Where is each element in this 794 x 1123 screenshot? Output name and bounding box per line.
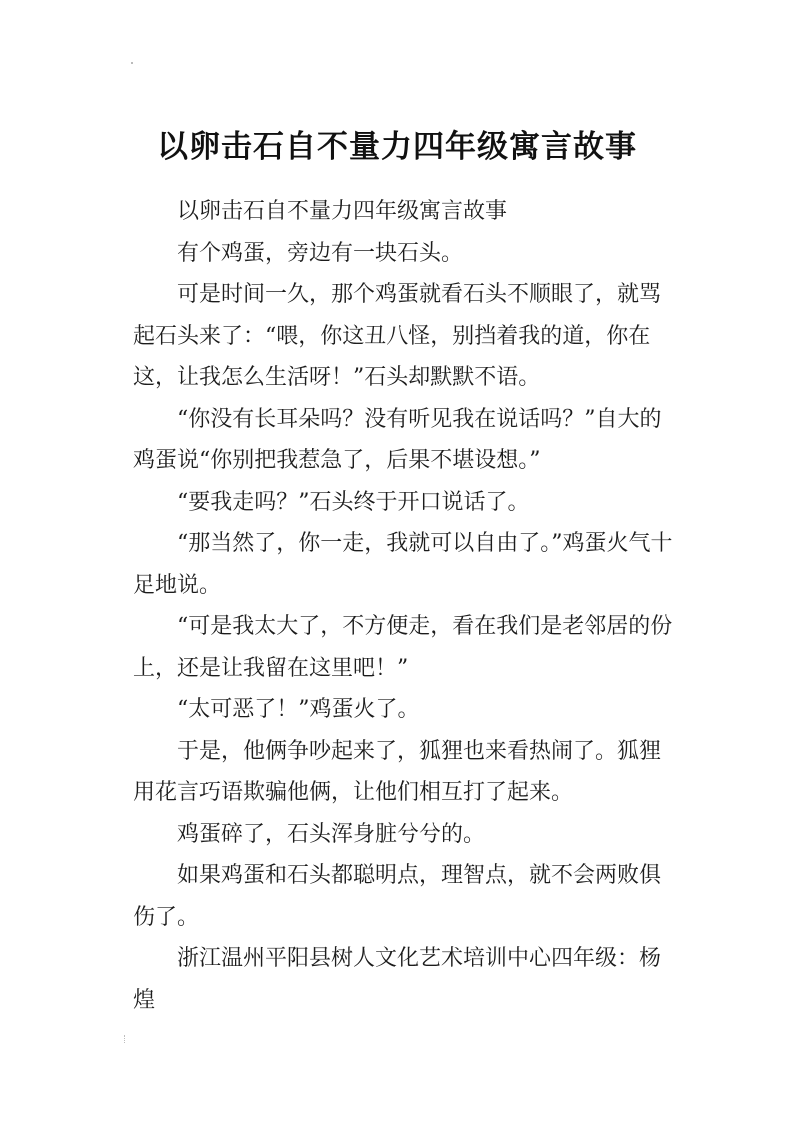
paragraph: 可是时间一久，那个鸡蛋就看石头不顺眼了，就骂起石头来了：“喂，你这丑八怪，别挡着我的道，你在这，让我怎么生活呀！”石头却默默不语。 [133, 282, 662, 390]
paragraph: “可是我太大了，不方便走，看在我们是老邻居的份上，还是让我留在这里吧！” [133, 614, 673, 681]
scan-speck [124, 1035, 128, 1043]
paragraph: 如果鸡蛋和石头都聪明点，理智点，就不会两败俱伤了。 [133, 863, 662, 930]
paragraph: 以卵击石自不量力四年级寓言故事 [177, 199, 508, 224]
paragraph: 于是，他俩争吵起来了，狐狸也来看热闹了。狐狸用花言巧语欺骗他俩，让他们相互打了起来。 [133, 738, 662, 805]
paragraph: 有个鸡蛋，旁边有一块石头。 [177, 240, 464, 266]
author-line: 浙江温州平阳县树人文化艺术培训中心四年级：杨煌 [133, 946, 662, 1013]
paragraph: 鸡蛋碎了，石头浑身脏兮兮的。 [177, 821, 486, 847]
paragraph: “你没有长耳朵吗？没有听见我在说话吗？”自大的鸡蛋说“你别把我惹急了，后果不堪设想。” [133, 406, 662, 473]
document-body [133, 191, 673, 1021]
paragraph: “太可恶了！”鸡蛋火了。 [177, 697, 420, 722]
paragraph: “那当然了，你一走，我就可以自由了。”鸡蛋火气十足地说。 [133, 531, 673, 598]
scan-speck [131, 62, 133, 64]
document-title: 以卵击石自不量力四年级寓言故事 [157, 128, 637, 165]
paragraph: “要我走吗？”石头终于开口说话了。 [177, 489, 530, 515]
